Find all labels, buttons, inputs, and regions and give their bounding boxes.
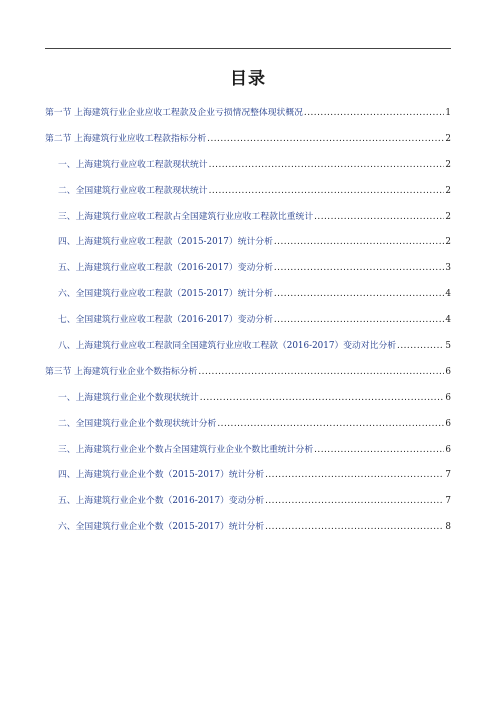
toc-dot-leader — [397, 340, 444, 352]
toc-entry-text: 七、全国建筑行业应收工程款（2016-2017）变动分析 — [58, 315, 273, 326]
toc-section-link[interactable] — [45, 107, 451, 133]
toc-entry-text: 二、全国建筑行业企业个数现状统计分析 — [58, 418, 217, 429]
toc-dot-leader — [274, 314, 445, 326]
toc-entry-text: 第三节 上海建筑行业企业个数指标分析 — [45, 366, 198, 377]
toc-page-number: 2 — [445, 211, 451, 222]
toc-dot-leader — [274, 262, 445, 274]
toc-entry-text: 三、上海建筑行业企业个数占全国建筑行业企业个数比重统计分析 — [58, 444, 314, 455]
toc-subsection-link[interactable] — [45, 262, 451, 288]
toc-subsection-link[interactable] — [45, 185, 451, 211]
toc-dot-leader — [200, 392, 445, 404]
toc-page-number: 5 — [445, 341, 451, 352]
toc-entry-text: 一、上海建筑行业企业个数现状统计 — [58, 392, 199, 403]
toc-page-number: 4 — [445, 315, 451, 326]
toc-dot-leader — [209, 185, 445, 197]
toc-entry-text: 四、上海建筑行业企业个数（2015-2017）统计分析 — [58, 470, 265, 481]
toc-subsection-link[interactable] — [45, 444, 451, 470]
toc-dot-leader — [274, 288, 445, 300]
toc-dot-leader — [314, 211, 444, 223]
toc-page-number: 2 — [445, 133, 451, 144]
toc-page-number: 8 — [445, 522, 451, 533]
toc-subsection-link[interactable] — [45, 159, 451, 185]
toc-page-number: 6 — [445, 366, 451, 377]
toc-page-number: 7 — [445, 496, 451, 507]
toc-page-number: 4 — [445, 289, 451, 300]
toc-section-link[interactable] — [45, 133, 451, 159]
toc-subsection-link[interactable] — [45, 236, 451, 262]
toc-dot-leader — [304, 107, 444, 119]
toc-dot-leader — [207, 133, 444, 145]
toc-entry-text: 三、上海建筑行业应收工程款占全国建筑行业应收工程款比重统计 — [58, 211, 314, 222]
toc-dot-leader — [209, 159, 445, 171]
toc-page-number: 1 — [445, 108, 451, 118]
toc-dot-leader — [198, 366, 444, 378]
toc-entry-text: 二、全国建筑行业应收工程款现状统计 — [58, 185, 208, 196]
table-of-contents — [45, 107, 451, 547]
toc-entry-text: 第一节 上海建筑行业企业应收工程款及企业亏损情况整体现状概况 — [45, 108, 303, 118]
toc-dot-leader — [265, 469, 444, 481]
toc-subsection-link[interactable] — [45, 314, 451, 340]
toc-section-link[interactable] — [45, 366, 451, 392]
toc-entry-text: 第二节 上海建筑行业应收工程款指标分析 — [45, 133, 207, 144]
toc-entry-text: 六、全国建筑行业企业个数（2015-2017）统计分析 — [58, 522, 265, 533]
toc-dot-leader — [314, 444, 444, 456]
toc-subsection-link[interactable] — [45, 340, 451, 366]
toc-subsection-link[interactable] — [45, 288, 451, 314]
toc-page-number: 6 — [445, 392, 451, 403]
toc-entry-text: 八、上海建筑行业应收工程款同全国建筑行业应收工程款（2016-2017）变动对比分析 — [58, 341, 397, 352]
toc-dot-leader — [265, 521, 444, 533]
toc-page-number: 2 — [445, 159, 451, 170]
toc-subsection-link[interactable] — [45, 469, 451, 495]
toc-entry-text: 五、上海建筑行业企业个数（2016-2017）变动分析 — [58, 496, 265, 507]
toc-dot-leader — [217, 418, 444, 430]
toc-page-number: 6 — [445, 444, 451, 455]
toc-subsection-link[interactable] — [45, 521, 451, 547]
toc-dot-leader — [274, 236, 445, 248]
toc-title: 目录 — [230, 69, 266, 89]
toc-page-number: 2 — [445, 185, 451, 196]
toc-dot-leader — [265, 495, 444, 507]
toc-entry-text: 一、上海建筑行业应收工程款现状统计 — [58, 159, 208, 170]
toc-page-number: 7 — [445, 470, 451, 481]
toc-entry-text: 六、全国建筑行业应收工程款（2015-2017）统计分析 — [58, 289, 273, 300]
header-rule — [45, 48, 451, 49]
toc-page-number: 2 — [445, 237, 451, 248]
toc-subsection-link[interactable] — [45, 211, 451, 237]
toc-subsection-link[interactable] — [45, 418, 451, 444]
toc-page-number: 6 — [445, 418, 451, 429]
toc-entry-text: 五、上海建筑行业应收工程款（2016-2017）变动分析 — [58, 263, 273, 274]
toc-page-number: 3 — [445, 263, 451, 274]
toc-subsection-link[interactable] — [45, 495, 451, 521]
toc-entry-text: 四、上海建筑行业应收工程款（2015-2017）统计分析 — [58, 237, 273, 248]
toc-subsection-link[interactable] — [45, 392, 451, 418]
